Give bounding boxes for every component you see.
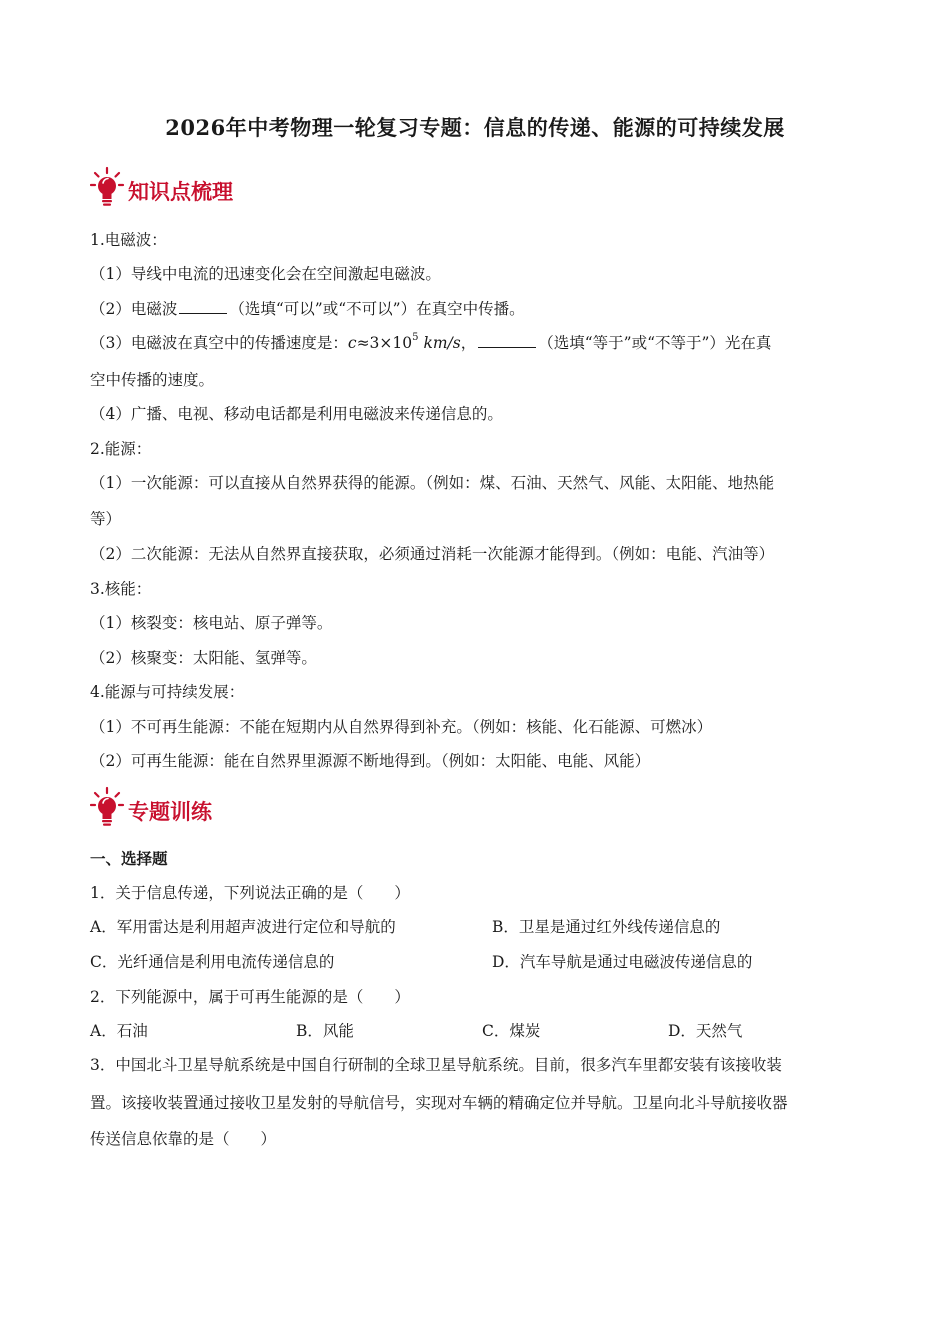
formula-symbol: c xyxy=(347,334,357,352)
page-title: 2026年中考物理一轮复习专题：信息的传递、能源的可持续发展 xyxy=(165,115,785,140)
knowledge-line: （4）广播、电视、移动电话都是利用电磁波来传递信息的。 xyxy=(90,405,503,423)
question-1: 1．关于信息传递，下列说法正确的是（ ） xyxy=(90,884,410,902)
option-2c: C．煤炭 xyxy=(482,1022,541,1040)
knowledge-heading-3: 3.核能： xyxy=(90,580,152,598)
lightbulb-icon xyxy=(90,166,128,210)
section-label: 知识点梳理 xyxy=(128,179,233,204)
option-2b: B．风能 xyxy=(296,1022,354,1040)
fill-blank xyxy=(179,297,227,314)
option-1a: A．军用雷达是利用超声波进行定位和导航的 xyxy=(90,918,396,936)
lightbulb-icon xyxy=(90,786,128,830)
knowledge-line: （1）核裂变：核电站、原子弹等。 xyxy=(90,614,333,632)
knowledge-heading-1: 1.电磁波： xyxy=(90,231,167,249)
question-3: 3．中国北斗卫星导航系统是中国自行研制的全球卫星导航系统。目前，很多汽车里都安装有该接收装 xyxy=(90,1056,782,1074)
exercise-heading: 一、选择题 xyxy=(90,849,168,868)
option-1d: D．汽车导航是通过电磁波传递信息的 xyxy=(492,953,753,971)
knowledge-heading-4: 4.能源与可持续发展： xyxy=(90,683,245,701)
knowledge-line: （2）核聚变：太阳能、氢弹等。 xyxy=(90,649,317,667)
knowledge-line: （2）可再生能源：能在自然界里源源不断地得到。（例如：太阳能、电能、风能） xyxy=(90,752,651,770)
knowledge-line xyxy=(90,297,525,321)
question-3-cont: 传送信息依靠的是（ ） xyxy=(90,1130,277,1148)
knowledge-line: 等） xyxy=(90,510,122,528)
option-2a: A．石油 xyxy=(90,1022,148,1040)
line-text: ， xyxy=(460,334,477,352)
question-3-cont: 置。该接收装置通过接收卫星发射的导航信号，实现对车辆的精确定位并导航。卫星向北斗导航接收器 xyxy=(90,1094,788,1112)
option-1b: B．卫星是通过红外线传递信息的 xyxy=(492,918,721,936)
knowledge-line: （2）二次能源：无法从自然界直接获取，必须通过消耗一次能源才能得到。（例如：电能、汽油等） xyxy=(90,545,775,563)
line-text: （选填“等于”或“不等于”）光在真 xyxy=(538,334,772,352)
formula-value: ≈3×10 xyxy=(356,334,413,352)
formula-exponent: 5 xyxy=(412,332,419,343)
knowledge-line: 空中传播的速度。 xyxy=(90,371,215,389)
knowledge-line: （1）导线中电流的迅速变化会在空间激起电磁波。 xyxy=(90,265,441,283)
line-text: （2）电磁波 xyxy=(90,300,178,318)
knowledge-line: （1）不可再生能源：不能在短期内从自然界得到补充。（例如：核能、化石能源、可燃冰） xyxy=(90,718,713,736)
line-text: （3）电磁波在真空中的传播速度是： xyxy=(90,334,348,352)
formula xyxy=(348,334,461,352)
option-1c: C．光纤通信是利用电流传递信息的 xyxy=(90,953,335,971)
knowledge-heading-2: 2.能源： xyxy=(90,440,152,458)
knowledge-line: （1）一次能源：可以直接从自然界获得的能源。（例如：煤、石油、天然气、风能、太阳能、地热能 xyxy=(90,474,775,492)
formula-unit: km/s xyxy=(423,334,461,352)
section-label: 专题训练 xyxy=(128,799,212,824)
line-text: （选填“可以”或“不可以”）在真空中传播。 xyxy=(229,300,525,318)
fill-blank xyxy=(478,331,536,348)
option-2d: D．天然气 xyxy=(668,1022,743,1040)
knowledge-line xyxy=(90,331,771,355)
question-2: 2．下列能源中，属于可再生能源的是（ ） xyxy=(90,988,410,1006)
